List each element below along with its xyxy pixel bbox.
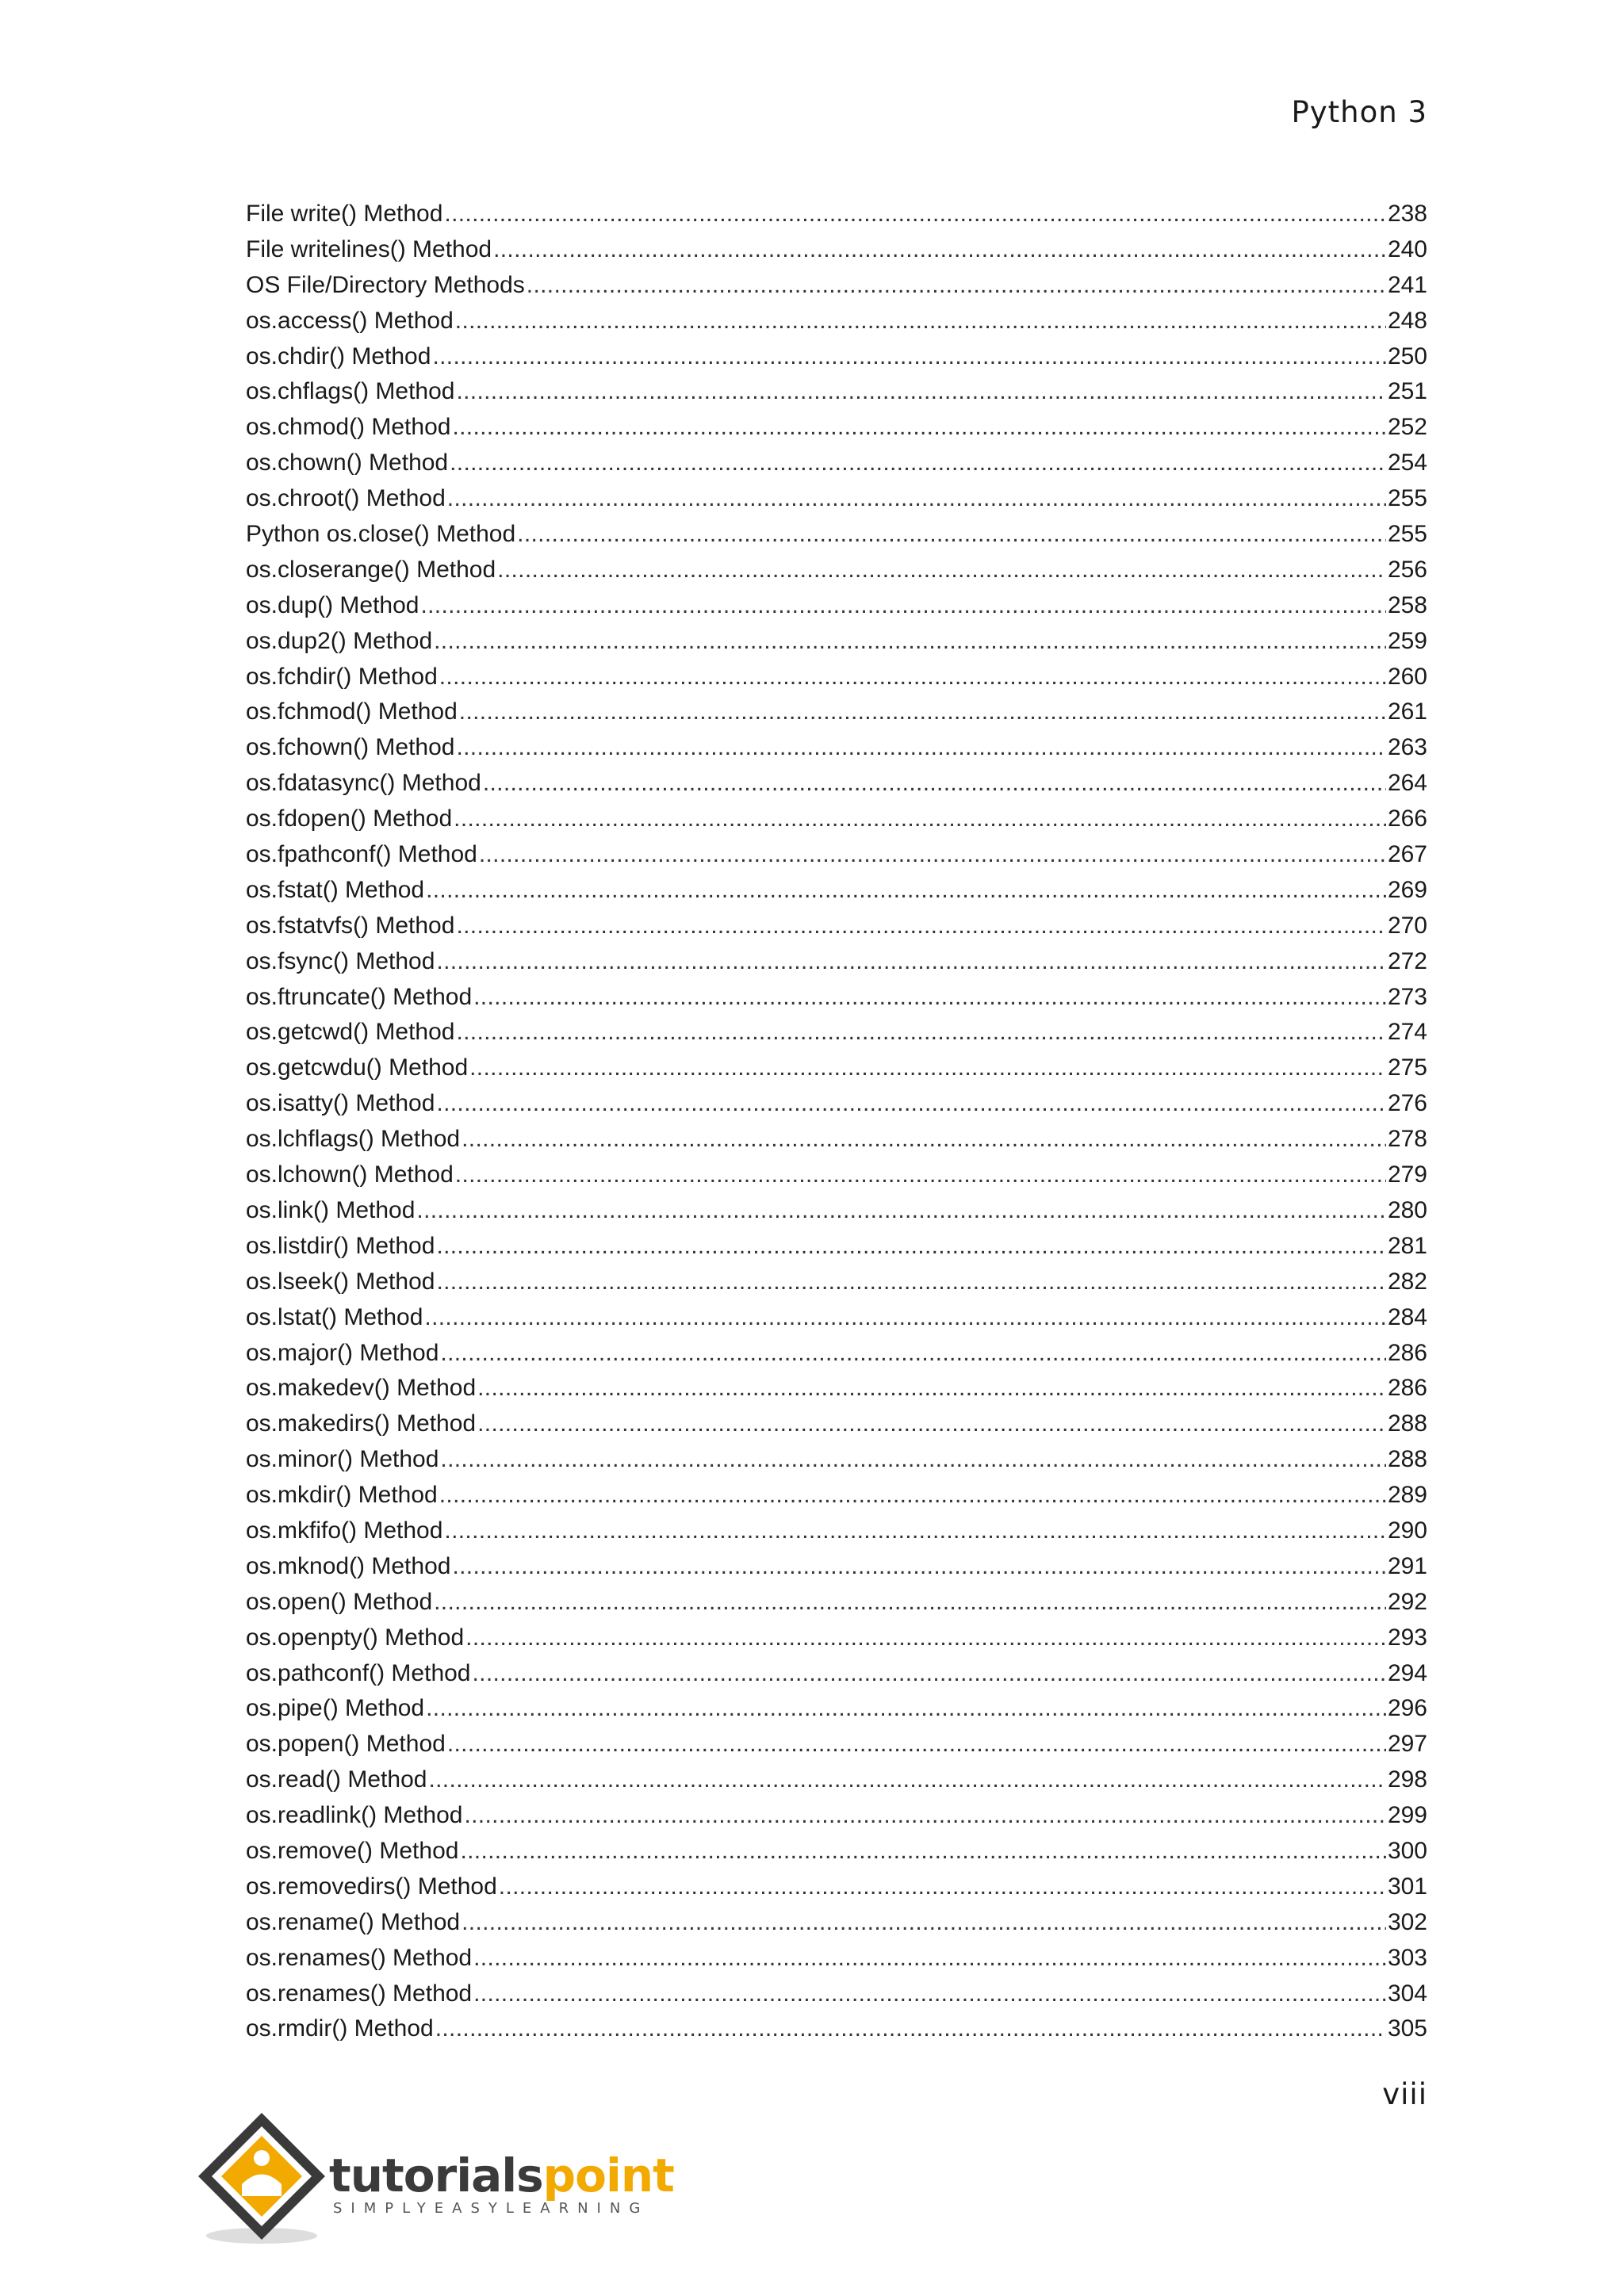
toc-entry[interactable]: [246, 1869, 1427, 1905]
toc-entry-page: 259: [1387, 627, 1427, 654]
toc-leader-dots: [444, 197, 1386, 232]
toc-entry-page: 297: [1387, 1731, 1427, 1758]
toc-entry-title: os.chroot() Method: [246, 485, 446, 512]
toc-entry[interactable]: [246, 1442, 1427, 1478]
toc-leader-dots: [465, 1621, 1386, 1656]
toc-entry[interactable]: [246, 517, 1427, 553]
toc-entry-title: os.listdir() Method: [246, 1232, 435, 1259]
toc-entry-title: File write() Method: [246, 201, 443, 227]
toc-entry-page: 254: [1387, 450, 1427, 476]
toc-entry[interactable]: [246, 588, 1427, 624]
toc-entry-title: os.open() Method: [246, 1588, 433, 1615]
toc-entry[interactable]: [246, 1905, 1427, 1941]
logo-diamond-icon: [194, 2109, 337, 2252]
toc-entry[interactable]: [246, 197, 1427, 232]
toc-entry[interactable]: [246, 1158, 1427, 1193]
logo-wordmark-part-1: tutorials: [329, 2149, 543, 2202]
toc-entry-title: Python os.close() Method: [246, 521, 516, 548]
toc-entry[interactable]: [246, 1229, 1427, 1265]
toc-entry-title: OS File/Directory Methods: [246, 271, 525, 298]
toc-entry-title: os.lchown() Method: [246, 1161, 454, 1188]
toc-leader-dots: [428, 1762, 1385, 1798]
toc-entry-page: 296: [1387, 1695, 1427, 1722]
toc-leader-dots: [440, 1442, 1386, 1478]
toc-entry[interactable]: [246, 1691, 1427, 1727]
tutorialspoint-logo: [194, 2109, 674, 2252]
toc-entry[interactable]: [246, 695, 1427, 730]
toc-entry-page: 288: [1387, 1446, 1427, 1473]
toc-entry[interactable]: [246, 1513, 1427, 1549]
toc-entry-title: os.pathconf() Method: [246, 1659, 471, 1686]
toc-entry-title: os.closerange() Method: [246, 556, 496, 583]
toc-entry[interactable]: [246, 304, 1427, 339]
toc-leader-dots: [464, 1798, 1385, 1834]
toc-leader-dots: [493, 232, 1386, 268]
logo-wordmark: [329, 2149, 674, 2202]
toc-entry-title: os.access() Method: [246, 307, 454, 334]
toc-entry-page: 288: [1387, 1410, 1427, 1437]
toc-entry[interactable]: [246, 1478, 1427, 1513]
toc-leader-dots: [454, 802, 1386, 837]
toc-entry-page: 299: [1387, 1802, 1427, 1829]
toc-entry[interactable]: [246, 553, 1427, 588]
toc-leader-dots: [426, 1691, 1386, 1727]
toc-entry-page: 275: [1387, 1054, 1427, 1081]
toc-entry-page: 304: [1387, 1980, 1427, 2007]
toc-entry-title: os.chflags() Method: [246, 378, 455, 405]
toc-leader-dots: [477, 1371, 1386, 1406]
page-number: viii: [1382, 2077, 1427, 2111]
toc-entry-page: 290: [1387, 1517, 1427, 1544]
toc-entry[interactable]: [246, 1265, 1427, 1300]
toc-entry[interactable]: [246, 268, 1427, 304]
toc-leader-dots: [452, 410, 1385, 446]
toc-entry[interactable]: [246, 481, 1427, 517]
toc-entry[interactable]: [246, 1336, 1427, 1372]
toc-entry[interactable]: [246, 1834, 1427, 1869]
toc-entry[interactable]: [246, 1656, 1427, 1692]
toc-entry-page: 256: [1387, 556, 1427, 583]
toc-leader-dots: [456, 1015, 1385, 1050]
toc-entry-page: 251: [1387, 378, 1427, 405]
toc-leader-dots: [450, 446, 1386, 481]
toc-entry-page: 266: [1387, 806, 1427, 832]
toc-entry-title: os.fstat() Method: [246, 876, 425, 903]
toc-entry[interactable]: [246, 1762, 1427, 1798]
toc-entry-page: 240: [1387, 235, 1427, 262]
toc-entry-page: 274: [1387, 1019, 1427, 1046]
toc-entry-title: os.chdir() Method: [246, 342, 431, 369]
toc-entry-page: 291: [1387, 1552, 1427, 1579]
toc-entry-page: 289: [1387, 1482, 1427, 1509]
toc-leader-dots: [473, 1656, 1386, 1692]
toc-entry-title: os.chown() Method: [246, 450, 449, 476]
toc-leader-dots: [447, 481, 1386, 517]
toc-entry-page: 248: [1387, 307, 1427, 334]
toc-entry[interactable]: [246, 1050, 1427, 1086]
toc-entry[interactable]: [246, 1727, 1427, 1762]
toc-entry-page: 272: [1387, 947, 1427, 974]
toc-entry-title: os.mkdir() Method: [246, 1482, 438, 1509]
toc-entry-page: 279: [1387, 1161, 1427, 1188]
toc-entry-title: os.dup() Method: [246, 591, 419, 618]
toc-entry-title: os.fsync() Method: [246, 947, 435, 974]
toc-entry[interactable]: [246, 1549, 1427, 1585]
toc-leader-dots: [462, 1122, 1386, 1158]
toc-entry[interactable]: [246, 1798, 1427, 1834]
logo-wordmark-part-2: point: [542, 2149, 674, 2202]
toc-entry-title: os.renames() Method: [246, 1980, 473, 2007]
toc-entry-page: 252: [1387, 414, 1427, 441]
toc-entry-page: 273: [1387, 983, 1427, 1010]
toc-leader-dots: [483, 766, 1386, 802]
toc-entry-page: 278: [1387, 1126, 1427, 1153]
toc-entry-title: os.fstatvfs() Method: [246, 912, 455, 939]
toc-entry[interactable]: [246, 1371, 1427, 1406]
toc-entry-page: 305: [1387, 2015, 1427, 2042]
table-of-contents: [246, 197, 1427, 2047]
toc-leader-dots: [473, 1976, 1386, 2012]
toc-entry-title: os.dup2() Method: [246, 627, 433, 654]
toc-entry-title: os.readlink() Method: [246, 1802, 463, 1829]
toc-entry-title: os.fdopen() Method: [246, 806, 453, 832]
toc-entry-title: os.rmdir() Method: [246, 2015, 434, 2042]
toc-leader-dots: [432, 339, 1386, 375]
toc-entry-title: os.lstat() Method: [246, 1303, 423, 1330]
toc-entry-page: 294: [1387, 1659, 1427, 1686]
toc-entry-page: 264: [1387, 770, 1427, 797]
toc-entry[interactable]: [246, 1941, 1427, 1976]
toc-entry-title: os.isatty() Method: [246, 1090, 435, 1117]
toc-entry[interactable]: [246, 374, 1427, 410]
toc-entry-title: os.fdatasync() Method: [246, 770, 481, 797]
toc-leader-dots: [436, 944, 1386, 980]
toc-leader-dots: [440, 1336, 1386, 1372]
toc-entry-page: 303: [1387, 1944, 1427, 1971]
toc-entry-page: 293: [1387, 1624, 1427, 1651]
toc-entry-page: 255: [1387, 485, 1427, 512]
toc-leader-dots: [469, 1050, 1386, 1086]
toc-entry-title: os.makedev() Method: [246, 1375, 477, 1402]
toc-leader-dots: [517, 517, 1386, 553]
toc-entry-page: 260: [1387, 663, 1427, 690]
toc-leader-dots: [416, 1193, 1386, 1229]
toc-entry-page: 302: [1387, 1908, 1427, 1935]
toc-entry[interactable]: [246, 730, 1427, 766]
toc-entry-page: 281: [1387, 1232, 1427, 1259]
toc-entry-title: os.fchdir() Method: [246, 663, 438, 690]
toc-leader-dots: [424, 1300, 1386, 1336]
toc-entry[interactable]: [246, 1976, 1427, 2012]
toc-entry[interactable]: [246, 232, 1427, 268]
toc-entry-title: os.getcwdu() Method: [246, 1054, 469, 1081]
toc-leader-dots: [439, 1478, 1386, 1513]
toc-entry[interactable]: [246, 1015, 1427, 1050]
toc-entry[interactable]: [246, 1585, 1427, 1621]
toc-entry-title: os.fchmod() Method: [246, 698, 458, 725]
toc-entry-title: os.read() Method: [246, 1766, 427, 1793]
toc-leader-dots: [435, 2011, 1386, 2047]
toc-entry[interactable]: [246, 624, 1427, 660]
toc-entry[interactable]: [246, 802, 1427, 837]
toc-leader-dots: [459, 695, 1386, 730]
page-header-title: Python 3: [1291, 95, 1427, 129]
toc-entry-page: 298: [1387, 1766, 1427, 1793]
toc-entry-page: 250: [1387, 342, 1427, 369]
toc-entry-page: 284: [1387, 1303, 1427, 1330]
toc-entry[interactable]: [246, 446, 1427, 481]
toc-entry-page: 255: [1387, 521, 1427, 548]
toc-entry-page: 267: [1387, 841, 1427, 868]
toc-entry-page: 276: [1387, 1090, 1427, 1117]
toc-entry-title: os.getcwd() Method: [246, 1019, 455, 1046]
toc-leader-dots: [439, 660, 1386, 695]
toc-entry[interactable]: [246, 1300, 1427, 1336]
toc-entry-page: 263: [1387, 734, 1427, 761]
toc-entry-page: 238: [1387, 201, 1427, 227]
toc-entry-title: os.minor() Method: [246, 1446, 439, 1473]
toc-entry-title: os.makedirs() Method: [246, 1410, 477, 1437]
toc-leader-dots: [473, 980, 1386, 1016]
toc-entry[interactable]: [246, 1406, 1427, 1442]
toc-entry-title: File writelines() Method: [246, 235, 492, 262]
toc-entry-page: 258: [1387, 591, 1427, 618]
toc-entry-title: os.mknod() Method: [246, 1552, 451, 1579]
toc-entry-title: os.chmod() Method: [246, 414, 451, 441]
toc-entry[interactable]: [246, 1086, 1427, 1122]
toc-entry-page: 300: [1387, 1837, 1427, 1864]
toc-entry[interactable]: [246, 873, 1427, 909]
toc-leader-dots: [436, 1265, 1386, 1300]
toc-entry-title: os.popen() Method: [246, 1731, 446, 1758]
toc-entry-title: os.link() Method: [246, 1196, 416, 1223]
toc-entry-title: os.major() Method: [246, 1339, 439, 1366]
toc-leader-dots: [434, 1585, 1386, 1621]
toc-entry-title: os.ftruncate() Method: [246, 983, 473, 1010]
toc-leader-dots: [436, 1229, 1386, 1265]
toc-leader-dots: [455, 304, 1386, 339]
toc-entry-title: os.remove() Method: [246, 1837, 459, 1864]
toc-leader-dots: [527, 268, 1386, 304]
toc-leader-dots: [452, 1549, 1385, 1585]
toc-entry-title: os.pipe() Method: [246, 1695, 425, 1722]
toc-entry-page: 286: [1387, 1375, 1427, 1402]
toc-entry-title: os.lchflags() Method: [246, 1126, 461, 1153]
toc-leader-dots: [456, 374, 1385, 410]
toc-entry[interactable]: [246, 944, 1427, 980]
toc-entry-title: os.fchown() Method: [246, 734, 455, 761]
toc-entry-title: os.renames() Method: [246, 1944, 473, 1971]
toc-leader-dots: [497, 553, 1386, 588]
toc-leader-dots: [460, 1834, 1386, 1869]
toc-entry-title: os.fpathconf() Method: [246, 841, 477, 868]
toc-entry[interactable]: [246, 1193, 1427, 1229]
toc-entry-page: 269: [1387, 876, 1427, 903]
toc-entry-title: os.mkfifo() Method: [246, 1517, 443, 1544]
toc-entry-page: 270: [1387, 912, 1427, 939]
toc-leader-dots: [456, 909, 1386, 944]
toc-entry[interactable]: [246, 339, 1427, 375]
toc-entry[interactable]: [246, 980, 1427, 1016]
toc-entry[interactable]: [246, 660, 1427, 695]
toc-entry-title: os.lseek() Method: [246, 1268, 435, 1295]
toc-entry[interactable]: [246, 837, 1427, 873]
toc-entry[interactable]: [246, 766, 1427, 802]
toc-leader-dots: [462, 1905, 1386, 1941]
toc-leader-dots: [479, 837, 1386, 873]
toc-entry-title: os.removedirs() Method: [246, 1873, 497, 1900]
toc-entry[interactable]: [246, 410, 1427, 446]
toc-entry-page: 282: [1387, 1268, 1427, 1295]
toc-entry-page: 301: [1387, 1873, 1427, 1900]
toc-leader-dots: [455, 1158, 1386, 1193]
toc-leader-dots: [426, 873, 1386, 909]
logo-tagline: SIMPLYEASYLEARNING: [333, 2200, 649, 2217]
toc-leader-dots: [436, 1086, 1386, 1122]
toc-leader-dots: [444, 1513, 1386, 1549]
toc-entry-page: 280: [1387, 1196, 1427, 1223]
toc-leader-dots: [420, 588, 1385, 624]
toc-entry-page: 261: [1387, 698, 1427, 725]
toc-leader-dots: [434, 624, 1386, 660]
toc-entry-page: 241: [1387, 271, 1427, 298]
toc-entry[interactable]: [246, 1122, 1427, 1158]
toc-leader-dots: [447, 1727, 1386, 1762]
toc-entry-page: 286: [1387, 1339, 1427, 1366]
toc-leader-dots: [456, 730, 1385, 766]
toc-entry-title: os.rename() Method: [246, 1908, 461, 1935]
toc-entry-title: os.openpty() Method: [246, 1624, 465, 1651]
toc-entry[interactable]: [246, 909, 1427, 944]
toc-leader-dots: [477, 1406, 1386, 1442]
toc-entry-page: 292: [1387, 1588, 1427, 1615]
toc-entry[interactable]: [246, 1621, 1427, 1656]
toc-leader-dots: [499, 1869, 1386, 1905]
toc-leader-dots: [473, 1941, 1386, 1976]
toc-entry[interactable]: [246, 2011, 1427, 2047]
